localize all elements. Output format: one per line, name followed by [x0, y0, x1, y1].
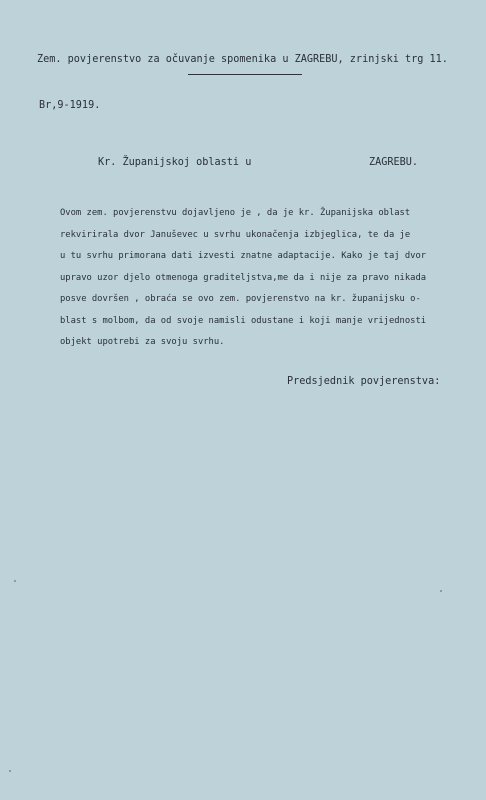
body-line: upravo uzor djelo otmenoga graditeljstva,me da i nije za pravo nikada [60, 272, 427, 283]
paper-speck [14, 580, 16, 582]
signature-title: Predsjednik povjerenstva: [287, 376, 441, 387]
body-line: posve dovršen , obraća se ovo zem. povjerenstvo na kr. županijsku o- [60, 294, 421, 304]
body-line: u tu svrhu primorana dati izvesti znatne adaptacije. Kako je taj dvor [60, 251, 427, 261]
reference-number: Br,9-1919. [39, 100, 101, 111]
body-line: objekt upotrebi za svoju svrhu. [60, 337, 225, 347]
letter-body [60, 203, 426, 354]
letterhead: Zem. povjerenstvo za očuvanje spomenika u ZAGREBU, zrinjski trg 11. [37, 54, 448, 65]
addressee-office: Kr. Županijskoj oblasti u [98, 157, 252, 168]
body-line: Ovom zem. povjerenstvu dojavljeno je , da je kr. Županijska oblast [60, 208, 411, 218]
header-divider [188, 74, 302, 75]
body-line: blast s molbom, da od svoje namisli odustane i koji manje vrijednosti [60, 315, 427, 326]
paper-speck [440, 590, 442, 592]
body-line: rekvirirala dvor Januševec u svrhu ukonačenja izbjeglica, te da je [60, 229, 411, 240]
addressee-city: ZAGREBU. [369, 157, 419, 168]
paper-speck [9, 770, 11, 772]
